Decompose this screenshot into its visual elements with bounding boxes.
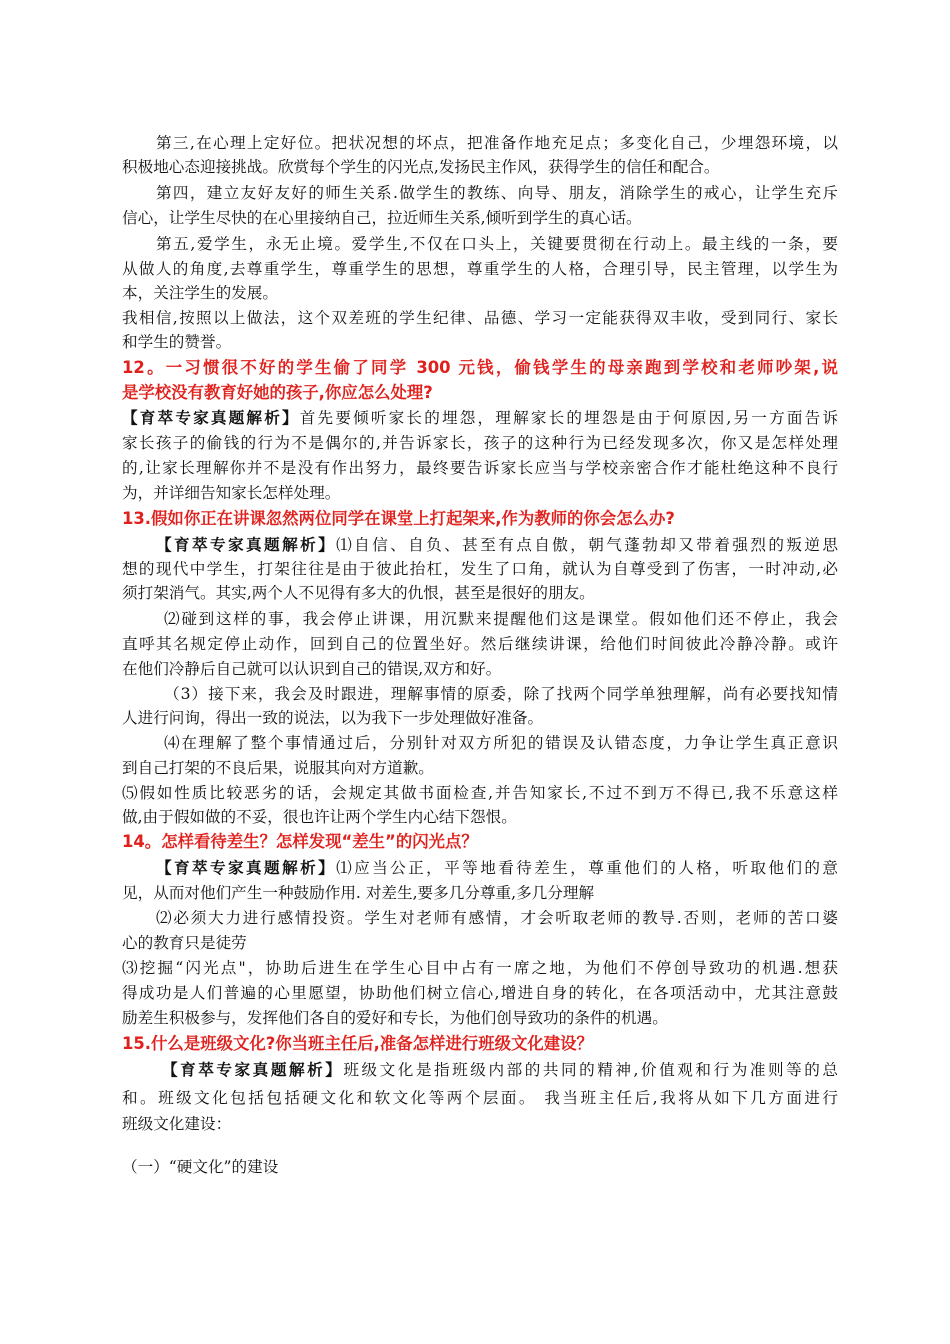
- paragraph-line: ⑸假如性质比较恶劣的话，会规定其做书面检查,并告知家长,不过不到万不得已,我不乐意这样: [122, 784, 838, 802]
- answer-label: 【育萃专家真题解析】: [162, 1060, 344, 1079]
- answer-text: ⑴应当公正，平等地看待差生，尊重他们的人格，听取他们的意: [336, 859, 838, 877]
- paragraph-line: 我相信,按照以上做法，这个双差班的学生纪律、品德、学习一定能获得双丰收，受到同行、家长: [122, 309, 838, 327]
- paragraph-line: 人进行问询，得出一致的说法，以为我下一步处理做好准备。: [122, 709, 544, 727]
- paragraph-line: 班级文化建设：: [122, 1115, 232, 1133]
- paragraph-line: 从做人的角度,去尊重学生，尊重学生的思想，尊重学生的人格，合理引导，民主管理，以学生为: [122, 260, 838, 278]
- paragraph-line: [122, 533, 838, 557]
- paragraph-line: 得成功是人们普遍的心里愿望，协助他们树立信心,增进自身的转化，在各项活动中，尤其注意鼓: [122, 984, 838, 1002]
- paragraph-line: 第三,在心理上定好位。把状况想的坏点，把准备作地充足点；多变化自己，少埋怨环境，以: [156, 134, 838, 152]
- paragraph-line: 家长孩子的偷钱的行为不是偶尔的,并告诉家长，孩子的这种行为已经发现多次，你又是怎样处理: [122, 434, 838, 452]
- paragraph-line: [122, 856, 838, 880]
- paragraph-line: ⑶挖掘“闪光点"，协助后进生在学生心目中占有一席之地，为他们不停创导致功的机遇.想获: [122, 959, 838, 977]
- answer-text: 班级文化是指班级内部的共同的精神,价值观和行为准则等的总: [343, 1061, 838, 1079]
- paragraph-line: 见，从而对他们产生一种鼓励作用. 对差生,要多几分尊重,多几分理解: [122, 884, 595, 902]
- paragraph-line: 和。班级文化包括包括硬文化和软文化等两个层面。 我当班主任后,我将从如下几方面进行: [122, 1089, 838, 1107]
- paragraph-line: 在他们冷静后自己就可以认识到自己的错误,双方和好。: [122, 660, 502, 678]
- paragraph-line: 信心，让学生尽快的在心里接纳自己，拉近师生关系,倾听到学生的真心话。: [122, 209, 642, 227]
- paragraph-line: 的,让家长理解你并不是没有作出努力，最终要告诉家长应当与学校亲密合作才能杜绝这种不良行: [122, 459, 838, 477]
- paragraph-line: ⑵碰到这样的事，我会停止讲课，用沉默来提醒他们这是课堂。假如他们还不停止，我会: [164, 610, 838, 628]
- paragraph-line: （3）接下来，我会及时跟进，理解事情的原委，除了找两个同学单独理解，尚有必要找知情: [164, 685, 838, 703]
- question-heading: 12。一习惯很不好的学生偷了同学 300 元钱，偷钱学生的母亲跑到学校和老师吵架,说: [122, 358, 838, 377]
- question-heading: 14。怎样看待差生？怎样发现“差生”的闪光点？: [122, 832, 478, 851]
- paragraph-line: 第五,爱学生，永无止境。爱学生,不仅在口头上，关键要贯彻在行动上。最主线的一条，要: [156, 235, 838, 253]
- paragraph-line: 须打架消气。其实,两个人不见得有多大的仇恨，甚至是很好的朋友。: [122, 584, 595, 602]
- paragraph-line: ⑵必须大力进行感情投资。学生对老师有感情，才会听取老师的教导.否则，老师的苦口婆: [156, 909, 838, 927]
- question-heading: 13.假如你正在讲课忽然两位同学在课堂上打起架来,作为教师的你会怎么办?: [122, 509, 675, 528]
- paragraph-line: 做,由于假如做的不妥，很也许让两个学生内心结下怨恨。: [122, 808, 517, 826]
- question-heading: 是学校没有教育好她的孩子,你应怎么处理?: [122, 383, 433, 402]
- answer-text: 首先要倾听家长的埋怨，理解家长的埋怨是由于何原因,另一方面告诉: [299, 409, 838, 427]
- paragraph-line: 励差生积极参与，发挥他们各自的爱好和专长，为他们创导致功的条件的机遇。: [122, 1009, 668, 1027]
- paragraph-line: ⑷在理解了整个事情通过后，分别针对双方所犯的错误及认错态度，力争让学生真正意识: [164, 734, 838, 752]
- section-heading: （一）“硬文化”的建设: [122, 1158, 279, 1176]
- paragraph-line: 直呼其名规定停止动作，回到自己的位置坐好。然后继续讲课，给他们时间彼此冷静冷静。或许: [122, 635, 838, 653]
- paragraph-line: 心的教育只是徒劳: [122, 934, 247, 952]
- answer-text: ⑴自信、自负、甚至有点自傲，朝气蓬勃却又带着强烈的叛逆思: [336, 536, 838, 554]
- question-heading: 15.什么是班级文化?你当班主任后,准备怎样进行班级文化建设？: [122, 1034, 593, 1053]
- paragraph-line: [122, 1058, 838, 1082]
- paragraph-line: 和学生的赞誉。: [122, 333, 232, 351]
- paragraph-line: 为，并详细告知家长怎样处理。: [122, 484, 341, 502]
- paragraph-line: [122, 406, 838, 430]
- paragraph-line: 积极地心态迎接挑战。欣赏每个学生的闪光点,发扬民主作风，获得学生的信任和配合。: [122, 158, 720, 176]
- paragraph-line: 想的现代中学生，打架往往是由于彼此抬杠，发生了口角，就认为自尊受到了伤害，一时冲动,必: [122, 560, 838, 578]
- paragraph-line: 到自己打架的不良后果，说服其向对方道歉。: [122, 759, 434, 777]
- answer-label: 【育萃专家真题解析】: [122, 408, 300, 427]
- answer-label: 【育萃专家真题解析】: [156, 535, 337, 554]
- answer-label: 【育萃专家真题解析】: [156, 858, 337, 877]
- paragraph-line: 本，关注学生的发展。: [122, 284, 278, 302]
- paragraph-line: 第四，建立友好友好的师生关系.做学生的教练、向导、朋友，消除学生的戒心，让学生充斥: [156, 184, 838, 202]
